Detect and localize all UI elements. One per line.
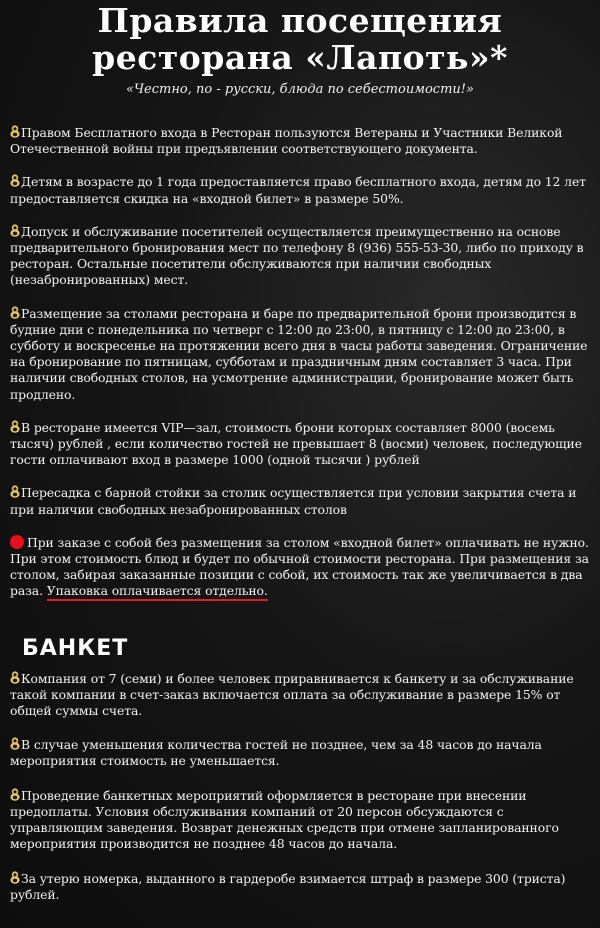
rule-item	[10, 788, 590, 853]
matryoshka-icon	[10, 671, 20, 684]
matryoshka-icon	[10, 871, 20, 884]
matryoshka-icon	[10, 737, 20, 750]
matryoshka-icon	[10, 306, 20, 319]
red-dot-icon	[10, 535, 24, 549]
rule-item	[10, 871, 590, 903]
rule-text: Пересадка с барной стойки за столик осуществляется при условии закрытия счета и при наличии свободных незабронированных столов	[10, 485, 577, 517]
matryoshka-icon	[10, 420, 20, 433]
matryoshka-icon	[10, 788, 20, 801]
title-line-2: ресторана «Лапоть»*	[92, 38, 508, 77]
banquet-rules-list	[0, 671, 600, 903]
rule-item	[10, 224, 590, 289]
rule-text: Проведение банкетных мероприятий оформляется в ресторане при внесении предоплаты. Условия обслуживания компаний от 20 персон обсуждаются с управляющим заведения. Возврат денежных средств при отмене запланированного мероприятия производится не позднее 48 часов до начала.	[10, 787, 559, 852]
rule-item	[10, 420, 590, 469]
rule-item	[10, 485, 590, 517]
rule-text: За утерю номерка, выданного в гардеробе взимается штраф в размере 300 (триста) рублей.	[10, 870, 566, 902]
matryoshka-icon	[10, 485, 20, 498]
highlighted-note: Упаковка оплачивается отдельно.	[47, 583, 268, 601]
matryoshka-icon	[10, 224, 20, 237]
rule-text: Правом Бесплатного входа в Ресторан пользуются Ветераны и Участники Великой Отечественной войны при предъявлении соответствующего документа.	[10, 125, 563, 157]
matryoshka-icon	[10, 125, 20, 138]
rule-text: В случае уменьшения количества гостей не позднее, чем за 48 часов до начала мероприятия стоимость не уменьшается.	[10, 737, 542, 769]
rule-item	[10, 671, 590, 720]
rule-item	[10, 125, 590, 157]
rule-text: Допуск и обслуживание посетителей осуществляется преимущественно на основе предварительного бронирования мест по телефону 8 (936) 555-53-30, либо по приходу в ресторан. Остальные посетители обслуживаются при наличии свободных (незабронированных) мест.	[10, 223, 584, 288]
rule-item	[10, 174, 590, 206]
banquet-heading: БАНКЕТ	[22, 635, 129, 661]
page-title	[0, 0, 600, 76]
rule-text: В ресторане имеется VIP—зал, стоимость брони которых составляет 8000 (восемь тысяч) рублей , если количество гостей не превышает 8 (восми) человек, последующие гости оплачивают вход в размере 1000 (одной тысячи ) рублей	[10, 419, 582, 468]
takeaway-rule	[10, 535, 590, 600]
tagline: «Честно, по - русски, блюда по себестоимости!»	[126, 82, 474, 97]
rule-text: Компания от 7 (семи) и более человек приравнивается к банкету и за обслуживание такой компании в счет-заказ включается оплата за обслуживание в размере 15% от общей суммы счета.	[10, 670, 574, 719]
title-line-1: Правила посещения	[97, 1, 503, 40]
rule-text: Размещение за столами ресторана и баре по предварительной брони производится в будние дни с понедельника по четверг с 12:00 до 23:00, в пятницу с 12:00 до 23:00, в субботу и воскресенье на протяжении всего дня в часы работы заведения. Ограничение на бронирование по пятницам, субботам и праздничным дням составляет 3 часа. При наличии свободных столов, на усмотрение администрации, бронирование может быть продлено.	[10, 305, 588, 402]
rules-list	[0, 125, 600, 600]
rule-item	[10, 306, 590, 403]
rule-text: Детям в возрасте до 1 года предоставляется право бесплатного входа, детям до 12 лет предоставляется скидка на «входной билет» в размере 50%.	[10, 174, 586, 206]
matryoshka-icon	[10, 174, 20, 187]
rule-item	[10, 737, 590, 769]
rule-text: При заказе с собой без размещения за столом «входной билет» оплачивать не нужно. При этом стоимость блюд и будет по обычной стоимости ресторана. При размещения за столом, забирая заказанные позиции с собой, их стоимость так же увеличивается в два раза.	[10, 534, 589, 599]
